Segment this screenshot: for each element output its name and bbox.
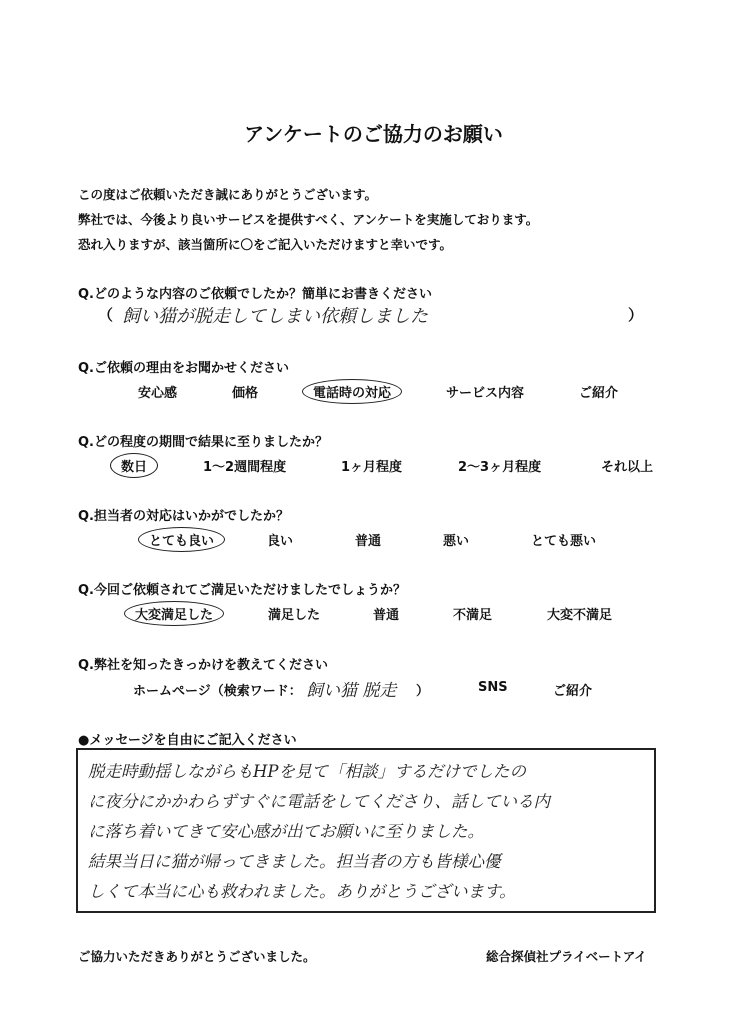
q2-option-anshin: 安心感 — [138, 386, 178, 401]
q4-question: Q.担当者の対応はいかがでしたか？ — [78, 509, 289, 524]
q1-question: Q.どのような内容のご依頼でしたか？簡単にお書きください — [78, 287, 432, 302]
message-line-3: に落ち着いてきて安心感が出てお願いに至りました。 — [88, 822, 484, 841]
q5-option-very-dissatisfied: 大変不満足 — [547, 608, 613, 623]
q3-question: Q.どの程度の期間で結果に至りましたか？ — [78, 435, 328, 450]
q4-option-normal: 普通 — [355, 534, 382, 549]
q1-answer: 飼い猫が脱走してしまい依頼しました — [122, 306, 428, 327]
message-box — [76, 748, 656, 913]
q1-close-paren: ） — [628, 306, 644, 324]
q4-option-good: 良い — [267, 534, 294, 549]
q5-option-very-satisfied-selected: 大変満足した — [124, 601, 224, 626]
q5-question: Q.今回ご依頼されてご満足いただけましたでしょうか？ — [78, 583, 406, 598]
q6-homepage-close: ） — [416, 684, 430, 699]
q4-option-very-good-selected: とても良い — [138, 527, 225, 552]
q5-option-normal: 普通 — [373, 608, 400, 623]
q6-homepage-keyword: 飼い猫 脱走 — [306, 681, 397, 701]
q2-option-service: サービス内容 — [446, 386, 525, 401]
q2-option-phone-selected: 電話時の対応 — [302, 379, 402, 404]
q5-option-satisfied: 満足した — [268, 608, 321, 623]
q6-option-sns: SNS — [478, 680, 508, 695]
q2-option-referral: ご紹介 — [579, 386, 619, 401]
message-line-1: 脱走時動揺しながらもHPを見て「相談」するだけでしたの — [88, 762, 526, 781]
q6-question: Q.弊社を知ったきっかけを教えてください — [78, 658, 328, 673]
message-heading: ●メッセージを自由にご記入ください — [78, 733, 297, 748]
q3-option-1-2weeks: 1～2週間程度 — [203, 460, 287, 475]
intro-line-2: 弊社では、今後より良いサービスを提供すべく、アンケートを実施しております。 — [78, 212, 539, 227]
q3-option-2-3months: 2～3ヶ月程度 — [458, 460, 542, 475]
message-line-2: に夜分にかかわらずすぐに電話をしてくださり、話している内 — [88, 792, 550, 811]
q4-option-bad: 悪い — [443, 534, 470, 549]
q2-option-price: 価格 — [232, 386, 259, 401]
q6-option-referral: ご紹介 — [553, 684, 593, 699]
q2-question: Q.ご依頼の理由をお聞かせください — [78, 361, 289, 376]
q4-option-very-bad: とても悪い — [531, 534, 597, 549]
q6-homepage-label: ホームページ（検索ワード： — [133, 684, 302, 699]
q3-option-1month: 1ヶ月程度 — [341, 460, 403, 475]
q3-option-more: それ以上 — [601, 460, 654, 475]
intro-line-3: 恐れ入りますが、該当箇所に〇をご記入いただけますと幸いです。 — [78, 237, 453, 252]
q5-option-dissatisfied: 不満足 — [453, 608, 493, 623]
message-line-5: しくて本当に心も救われました。ありがとうございます。 — [88, 882, 516, 901]
intro-line-1: この度はご依頼いただき誠にありがとうございます。 — [78, 187, 378, 202]
footer-company: 総合探偵社プライベートアイ — [486, 949, 647, 964]
page-title: アンケートのご協力のお願い — [244, 122, 503, 146]
message-line-4: 結果当日に猫が帰ってきました。担当者の方も皆様心優 — [88, 852, 501, 871]
q3-option-days-selected: 数日 — [110, 453, 158, 478]
q1-open-paren: （ — [98, 306, 114, 324]
footer-thanks: ご協力いただきありがとうございました。 — [78, 949, 316, 964]
